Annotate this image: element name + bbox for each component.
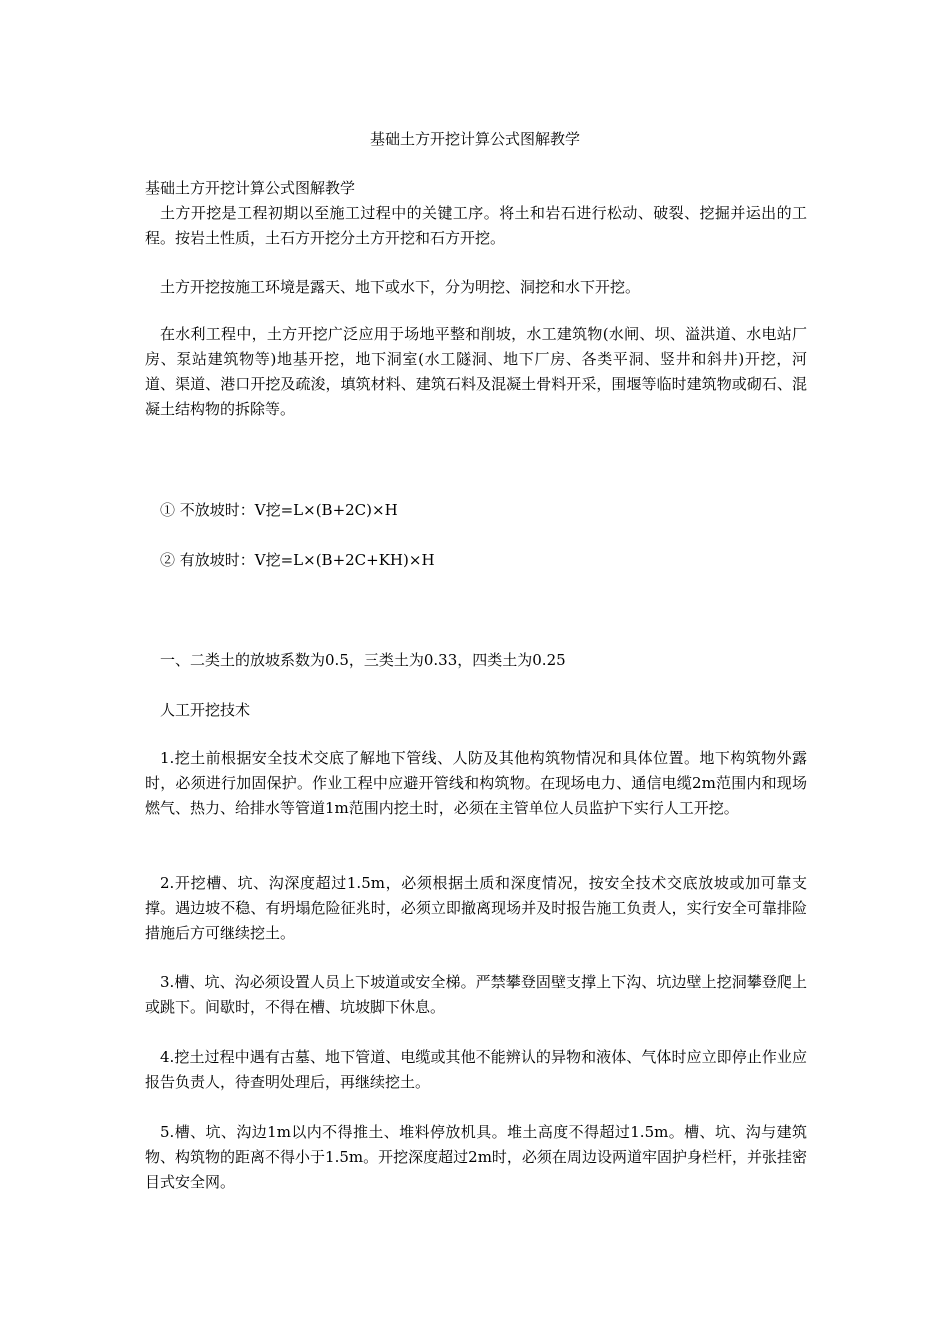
- subtitle: 基础土方开挖计算公式图解教学: [145, 179, 356, 197]
- rule-3: 3.槽、坑、沟必须设置人员上下坡道或安全梯。严禁攀登固壁支撑上下沟、坑边壁上挖洞攀登爬上或跳下。间歇时，不得在槽、坑坡脚下休息。: [145, 973, 807, 1016]
- rule-2: 2.开挖槽、坑、沟深度超过1.5m，必须根据土质和深度情况，按安全技术交底放坡或加可靠支撑。遇边坡不稳、有坍塌危险征兆时，必须立即撤离现场并及时报告施工负责人，实行安全可靠排险措施后方可继续挖土。: [145, 874, 807, 942]
- environment-paragraph: 土方开挖按施工环境是露天、地下或水下，分为明挖、洞挖和水下开挖。: [160, 278, 641, 296]
- document-title: 基础土方开挖计算公式图解教学: [369, 130, 580, 148]
- water-engineering-paragraph: 在水利工程中，土方开挖广泛应用于场地平整和削坡，水工建筑物(水闸、坝、溢洪道、水电站厂房、泵站建筑物等)地基开挖，地下洞室(水工隧洞、地下厂房、各类平洞、竖井和斜井)开挖，河道、渠道、港口开挖及疏浚，填筑材料、建筑石料及混凝土骨料开采，围堰等临时建筑物或砌石、混凝土结构物的拆除等。: [145, 325, 807, 418]
- formula-with-slope: ② 有放坡时：V挖=L×(B+2C+KH)×H: [160, 551, 435, 569]
- rule-5: 5.槽、坑、沟边1m以内不得推土、堆料停放机具。堆土高度不得超过1.5m。槽、坑、沟与建筑物、构筑物的距离不得小于1.5m。开挖深度超过2m时，必须在周边设两道牢固护身栏杆，并张挂密目式安全网。: [145, 1123, 807, 1191]
- intro-paragraph: 土方开挖是工程初期以至施工过程中的关键工序。将土和岩石进行松动、破裂、挖掘并运出的工程。按岩土性质，土石方开挖分土方开挖和石方开挖。: [145, 204, 807, 247]
- manual-excavation-heading: 人工开挖技术: [160, 701, 251, 719]
- intro-section: [145, 176, 807, 251]
- rule-1: 1.挖土前根据安全技术交底了解地下管线、人防及其他构筑物情况和具体位置。地下构筑物外露时，必须进行加固保护。作业工程中应避开管线和构筑物。在现场电力、通信电缆2m范围内和现场燃气、热力、给排水等管道1m范围内挖土时，必须在主管单位人员监护下实行人工开挖。: [145, 749, 807, 817]
- rule-4: 4.挖土过程中遇有古墓、地下管道、电缆或其他不能辨认的异物和液体、气体时应立即停止作业应报告负责人，待查明处理后，再继续挖土。: [145, 1048, 807, 1091]
- formula-no-slope: ① 不放坡时：V挖=L×(B+2C)×H: [160, 501, 398, 519]
- slope-coefficients: 一、二类土的放坡系数为0.5，三类土为0.33，四类土为0.25: [160, 651, 566, 669]
